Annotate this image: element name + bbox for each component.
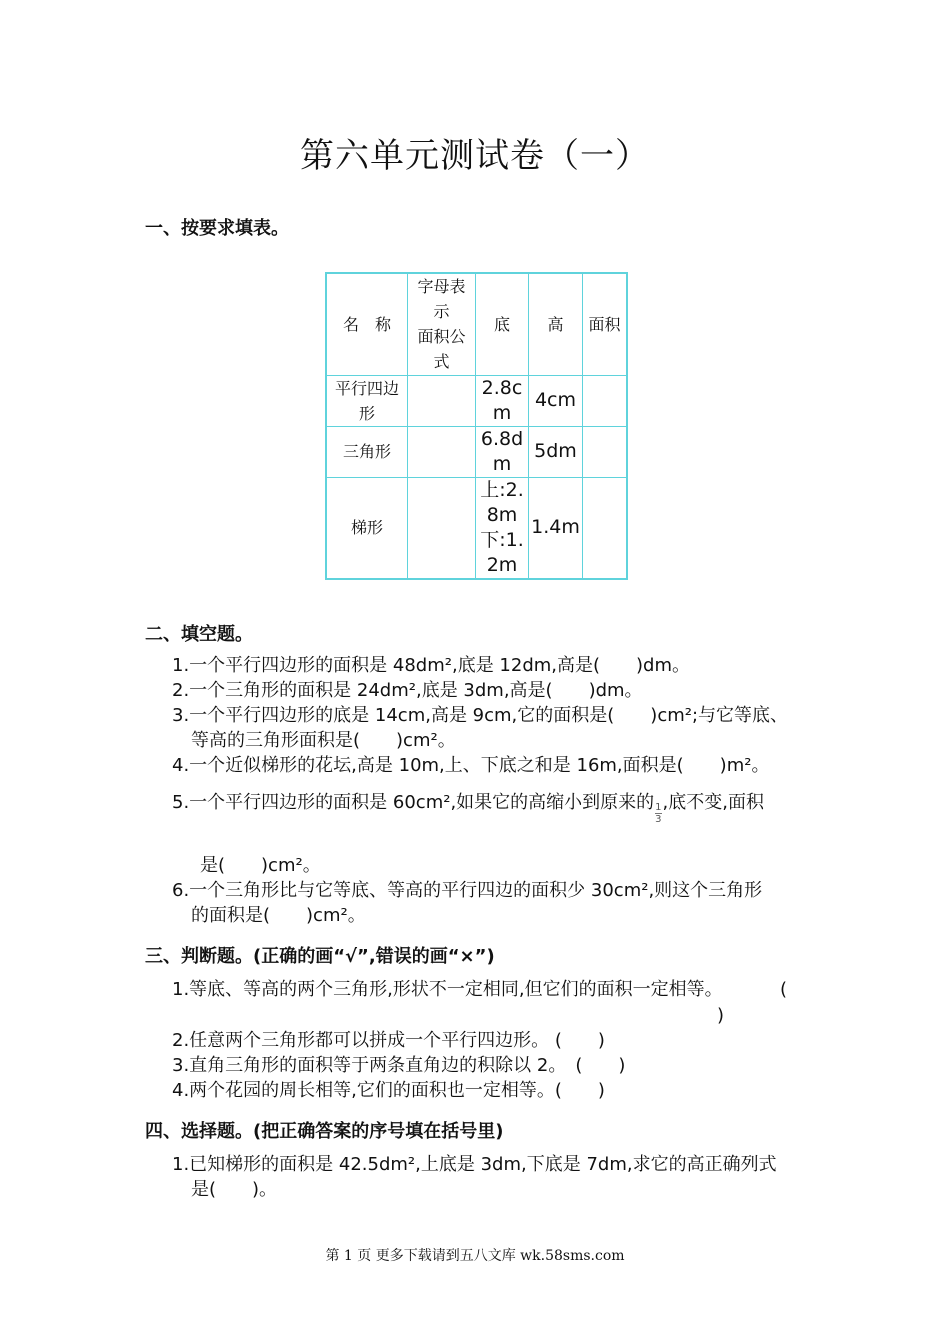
judge-question-4: 4.两个花园的周长相等,它们的面积也一定相等。( ) [172,1080,605,1101]
row-base-line-4: 2m [486,553,518,576]
choice-question-1-line-1: 1.已知梯形的面积是 42.5dm²,上底是 3dm,下底是 7dm,求它的高正确列式 [172,1154,777,1175]
header-formula-line-4: 式 [433,352,450,372]
fill-question-5-tail: ,底不变,面积 [662,792,764,813]
fraction-denominator: 3 [655,814,662,825]
judge-question-1-open-paren: ( [780,979,788,1000]
page-footer: 第 1 页 更多下载请到五八文库 wk.58sms.com [325,1248,625,1264]
row-name: 梯形 [326,477,408,579]
row-height: 5dm [529,426,583,477]
row-base-line-1: 2.8c [481,376,523,399]
header-area: 面积 [583,273,628,375]
row-name: 三角形 [326,426,408,477]
fill-question-2: 2.一个三角形的面积是 24dm²,底是 3dm,高是( )dm。 [172,680,643,701]
section-2-heading: 二、填空题。 [145,624,253,645]
judge-question-1: 1.等底、等高的两个三角形,形状不一定相同,但它们的面积一定相等。 [172,979,723,1000]
fraction-one-third [655,802,661,825]
header-formula-line-1: 字母表 [417,277,466,297]
row-base-line-2: m [492,452,512,475]
row-base-line-1: 上:2. [480,478,524,501]
header-formula [408,273,476,375]
judge-question-2: 2.任意两个三角形都可以拼成一个平行四边形。 ( ) [172,1030,605,1051]
fill-question-4: 4.一个近似梯形的花坛,高是 10m,上、下底之和是 16m,面积是( )m²。 [172,755,770,776]
header-formula-line-2: 示 [433,302,450,322]
row-area-cell[interactable] [583,477,628,579]
section-3-heading: 三、判断题。(正确的画“√”,错误的画“×”) [145,946,495,967]
header-height: 高 [529,273,583,375]
row-base-line-1: 6.8d [480,427,524,450]
row-base [476,426,529,477]
judge-question-3: 3.直角三角形的面积等于两条直角边的积除以 2。 ( ) [172,1055,626,1076]
row-name [326,375,408,426]
table-row [326,477,627,579]
row-base-line-2: 8m [486,503,518,526]
header-formula-line-3: 面积公 [417,327,466,347]
judge-question-1-close-paren: ) [717,1005,725,1026]
header-name: 名 称 [326,273,408,375]
fill-question-6-line-2: 的面积是( )cm²。 [191,905,366,926]
row-base-line-3: 下:1. [480,528,524,551]
fill-question-3-line-1: 3.一个平行四边形的底是 14cm,高是 9cm,它的面积是( )cm²;与它等底、 [172,705,789,726]
fill-question-1: 1.一个平行四边形的面积是 48dm²,底是 12dm,高是( )dm。 [172,655,691,676]
fill-table [325,272,628,580]
row-base-line-2: m [492,401,512,424]
fill-question-5-line-1 [172,790,764,825]
page-title: 第六单元测试卷（一） [300,136,650,176]
row-area-cell[interactable] [583,375,628,426]
row-height: 4cm [529,375,583,426]
row-base [476,477,529,579]
choice-question-1-line-2: 是( )。 [191,1179,278,1200]
table-row [326,426,627,477]
row-name-line-2: 形 [358,403,375,423]
header-base: 底 [476,273,529,375]
fill-question-6-line-1: 6.一个三角形比与它等底、等高的平行四边的面积少 30cm²,则这个三角形 [172,880,763,901]
row-area-cell[interactable] [583,426,628,477]
row-formula-cell[interactable] [408,426,476,477]
row-formula-cell[interactable] [408,477,476,579]
section-1-heading: 一、按要求填表。 [145,218,289,239]
fill-question-5-line-2: 是( )cm²。 [200,855,321,876]
row-name-line-1: 平行四边 [334,378,399,398]
fill-question-5-text: 5.一个平行四边形的面积是 60cm²,如果它的高缩小到原来的 [172,792,655,813]
fill-question-3-line-2: 等高的三角形面积是( )cm²。 [191,730,456,751]
table-row [326,375,627,426]
row-base [476,375,529,426]
fraction-numerator: 1 [655,802,662,813]
row-formula-cell[interactable] [408,375,476,426]
section-4-heading: 四、选择题。(把正确答案的序号填在括号里) [145,1121,504,1142]
row-height: 1.4m [529,477,583,579]
